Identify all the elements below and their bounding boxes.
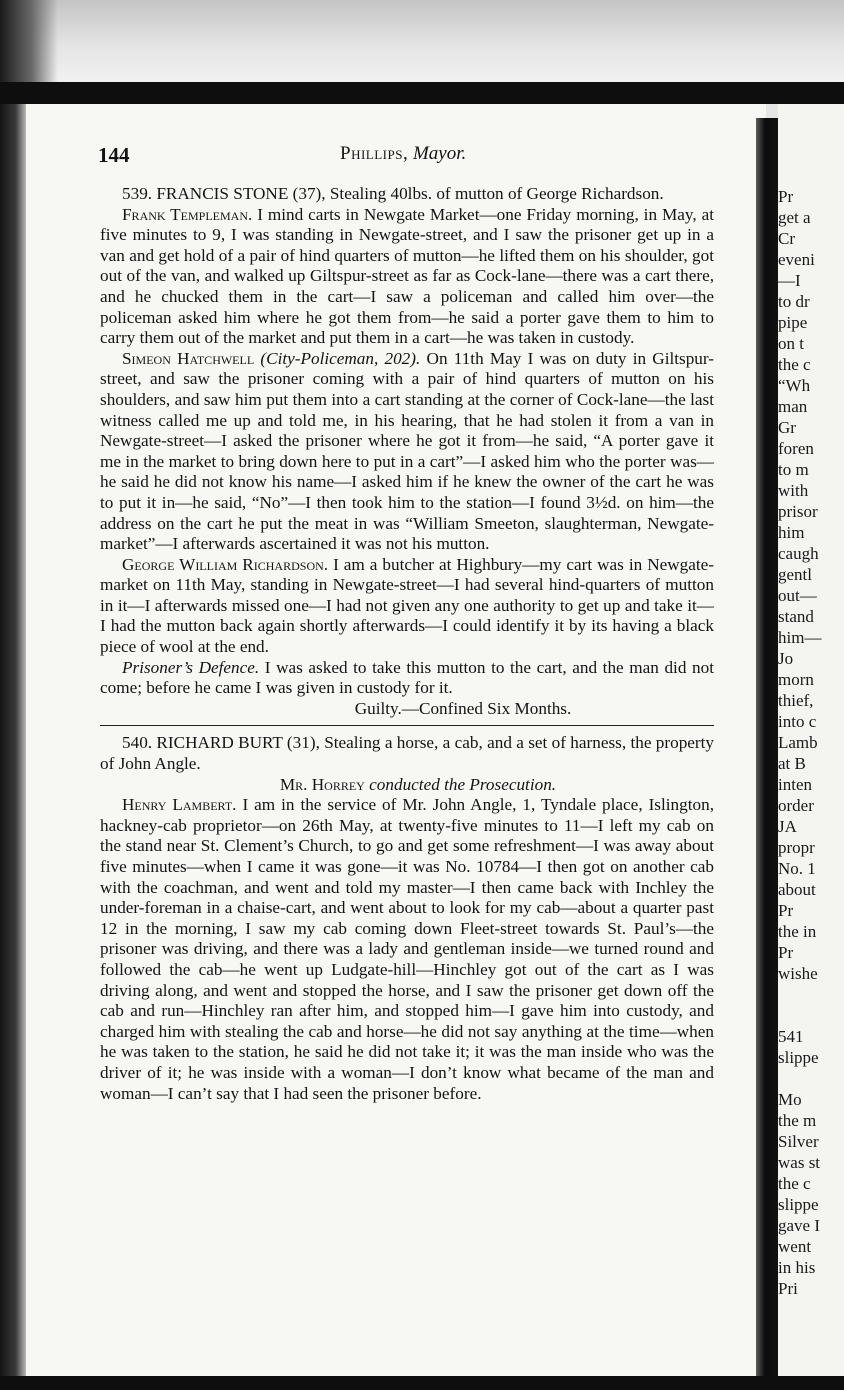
facing-page-fragment: order bbox=[778, 796, 814, 815]
facing-page-fragment: with bbox=[778, 481, 809, 500]
case-title: RICHARD BURT (31), Stealing a horse, a cab, and a set of harness, the property of John Angle. bbox=[100, 733, 715, 774]
facing-page-fragment: at B bbox=[778, 754, 806, 773]
page-body bbox=[100, 184, 714, 1104]
facing-page-fragment: the c bbox=[778, 355, 811, 374]
facing-page-fragment: eveni bbox=[778, 250, 815, 269]
facing-page-fragment: to dr bbox=[778, 292, 810, 311]
facing-page-fragment: Pr bbox=[778, 901, 794, 920]
testimony-paragraph bbox=[100, 205, 714, 349]
scan-border-top bbox=[0, 82, 844, 104]
case-540-heading bbox=[100, 733, 714, 774]
facing-page bbox=[778, 104, 844, 1376]
facing-page-fragment: propr bbox=[778, 838, 815, 857]
testimony-text: I am in the service of Mr. John Angle, 1, Tyndale place, Islington, hackney-cab proprietor—on 26th May, at twenty-five minutes to 11—I left my cab on the stand near St. Clement’s Church, to go and get some refreshment—I was away about five minutes—when I came it was gone—it was No. 10784—I then got on another cab with the coachman, and went and told my master—I then came back with Inchley the under-foreman in a chaise-cart, and went about to look for my cab—about a quarter past 12 in the morning, I saw my cab coming down Fleet-street towards St. Paul’s—the prisoner was driving, and there was a lady and gentleman inside—we turned round and followed the cab—he went up Ludgate-hill—Hinchley got out of the cart as I was driving along, and went and stopped the horse, and I saw the prisoner get down off the cab and run—Hinchley ran after him, and stopped him—I gave him into custody, and charged him with stealing the cab and horse—he did not say anything at the time—when he was taken to the station, he said he did not take it; it was the man inside who was the driver of it; he was inside with a woman—I don’t know what became of the man and woman—I can’t say that I had seen the prisoner before. bbox=[100, 795, 714, 1103]
testimony-text: On 11th May I was on duty in Giltspur-street, and saw the prisoner coming with a pair of hind quarters of mutton on his shoulders, and saw him put them into a cart standing at the corner of Cock-lane—the last witness called me up and told me, in his hearing, that he had stolen it from a van in Newgate-street—I asked the prisoner where he got it from—he said, “A porter gave it me in the market to bring down here to put in a cart”—I asked him who the porter was—he said he did not know his name—I asked him if he knew the owner of the cart he was to put it in—he said, “No”—I then took him to the station—I found 3½d. on him—the address on the cart he put the meat in was “William Smeeton, slaughterman, Newgate-market”—I afterwards ascertained it was not his mutton. bbox=[100, 348, 714, 554]
facing-page-fragment: “Wh bbox=[778, 376, 811, 395]
facing-page-fragment: him— bbox=[778, 628, 822, 647]
case-title: FRANCIS STONE (37), Stealing 40lbs. of mutton of George Richardson. bbox=[156, 184, 664, 203]
facing-page-fragment: prisor bbox=[778, 502, 818, 521]
facing-page-fragment: Gr bbox=[778, 418, 796, 437]
facing-page-fragment: gentl bbox=[778, 565, 812, 584]
facing-page-fragment: No. 1 bbox=[778, 859, 816, 878]
facing-page-fragment: about bbox=[778, 880, 816, 899]
facing-page-fragments bbox=[778, 186, 844, 1299]
facing-page-fragment: slippe bbox=[778, 1048, 819, 1067]
facing-page-fragment: out— bbox=[778, 586, 817, 605]
facing-page-fragment: foren bbox=[778, 439, 814, 458]
facing-page-fragment: into c bbox=[778, 712, 817, 731]
facing-page-fragment: thief, bbox=[778, 691, 814, 710]
testimony-text: I am a butcher at Highbury—my cart was in Newgate-market on 11th May, standing in Newgate-street—I had several hind-quarters of mutton in it—I afterwards missed one—I had not given any one authority to get up and take it—I had the mutton back again shortly afterwards—I could identify it by its having a black piece of wool at the end. bbox=[100, 554, 715, 657]
facing-page-fragment bbox=[778, 1068, 844, 1089]
witness-name: George William Richardson. bbox=[122, 554, 329, 574]
counsel-text: conducted the Prosecution. bbox=[364, 774, 557, 794]
testimony-paragraph bbox=[100, 795, 714, 1104]
facing-page-fragment: slippe bbox=[778, 1195, 819, 1214]
facing-page-fragment: Cr bbox=[778, 229, 795, 248]
facing-page-fragment: Pri bbox=[778, 1279, 798, 1298]
facing-page-fragment: stand bbox=[778, 607, 814, 626]
facing-page-fragment: Pr bbox=[778, 943, 794, 962]
defence-label: Prisoner’s Defence. bbox=[122, 657, 260, 677]
testimony-text: I mind carts in Newgate Market—one Friday morning, in May, at five minutes to 9, I was standing in Newgate-street, and I saw the prisoner get up in a van and get hold of a pair of hind quarters of mutton—he lifted them on his shoulder, got out of the van, and walked up Giltspur-street as far as Cock-lane—there was a cart there, and he chucked them in the cart—I saw a policeman and called him over—the policeman asked him where he got them from—he said a porter gave them to him to carry them out of the market and put them in a cart—he was taken in custody. bbox=[100, 204, 714, 348]
facing-page-fragment: 541 bbox=[778, 1027, 804, 1046]
page-header bbox=[0, 143, 760, 173]
book-gutter bbox=[756, 118, 778, 1380]
running-head-name: Phillips, bbox=[340, 143, 409, 164]
facing-page-fragment: caugh bbox=[778, 544, 819, 563]
facing-page-fragment: the in bbox=[778, 922, 817, 941]
facing-page-fragment: JA bbox=[778, 817, 797, 836]
facing-page-fragment: inten bbox=[778, 775, 812, 794]
testimony-paragraph bbox=[100, 555, 714, 658]
book-edge-left bbox=[0, 104, 26, 1376]
defence-paragraph bbox=[100, 658, 714, 699]
verdict: Guilty.—Confined Six Months. bbox=[354, 698, 572, 718]
facing-page-fragment: wishe bbox=[778, 964, 818, 983]
facing-page-fragment: Jo bbox=[778, 649, 794, 668]
case-539-heading bbox=[100, 184, 714, 205]
running-head bbox=[340, 143, 466, 165]
case-divider bbox=[100, 725, 714, 726]
defence-text: I was asked to take this mutton to the cart, and the man did not come; before he came I was given in custody for it. bbox=[100, 657, 714, 698]
facing-page-fragment: —I bbox=[778, 271, 801, 290]
counsel-line bbox=[100, 775, 714, 796]
facing-page-fragment: Lamb bbox=[778, 733, 818, 752]
testimony-paragraph bbox=[100, 349, 714, 555]
facing-page-fragment: went bbox=[778, 1237, 812, 1256]
facing-page-fragment: Silver bbox=[778, 1132, 819, 1151]
facing-page-fragment: gave I bbox=[778, 1216, 821, 1235]
facing-page-fragment: in his bbox=[778, 1258, 816, 1277]
case-number: 540. bbox=[122, 733, 153, 753]
facing-page-fragment: Pr bbox=[778, 187, 794, 206]
facing-page-fragment: him bbox=[778, 523, 805, 542]
top-margin-shadow bbox=[0, 0, 844, 82]
facing-page-fragment: the c bbox=[778, 1174, 811, 1193]
witness-role: (City-Policeman, 202). bbox=[260, 348, 421, 368]
running-head-title: Mayor. bbox=[412, 143, 467, 164]
facing-page-fragment: on t bbox=[778, 334, 804, 353]
facing-page-fragment: morn bbox=[778, 670, 814, 689]
page-number: 144 bbox=[98, 143, 130, 167]
facing-page-fragment bbox=[778, 1005, 844, 1026]
facing-page-fragment: get a bbox=[778, 208, 811, 227]
facing-page-fragment bbox=[778, 984, 844, 1005]
witness-name: Frank Templeman. bbox=[122, 204, 253, 224]
facing-page-fragment: pipe bbox=[778, 313, 808, 332]
facing-page-fragment: man bbox=[778, 397, 808, 416]
facing-page-fragment: to m bbox=[778, 460, 809, 479]
facing-page-fragment: was st bbox=[778, 1153, 821, 1172]
scan-border-bottom bbox=[0, 1376, 844, 1390]
facing-page-fragment: the m bbox=[778, 1111, 817, 1130]
witness-name: Henry Lambert. bbox=[122, 795, 237, 815]
witness-name: Simeon Hatchwell bbox=[122, 348, 255, 368]
facing-page-fragment: Mo bbox=[778, 1090, 802, 1109]
case-number: 539. bbox=[122, 184, 153, 203]
counsel-name: Mr. Horrey bbox=[279, 774, 365, 794]
